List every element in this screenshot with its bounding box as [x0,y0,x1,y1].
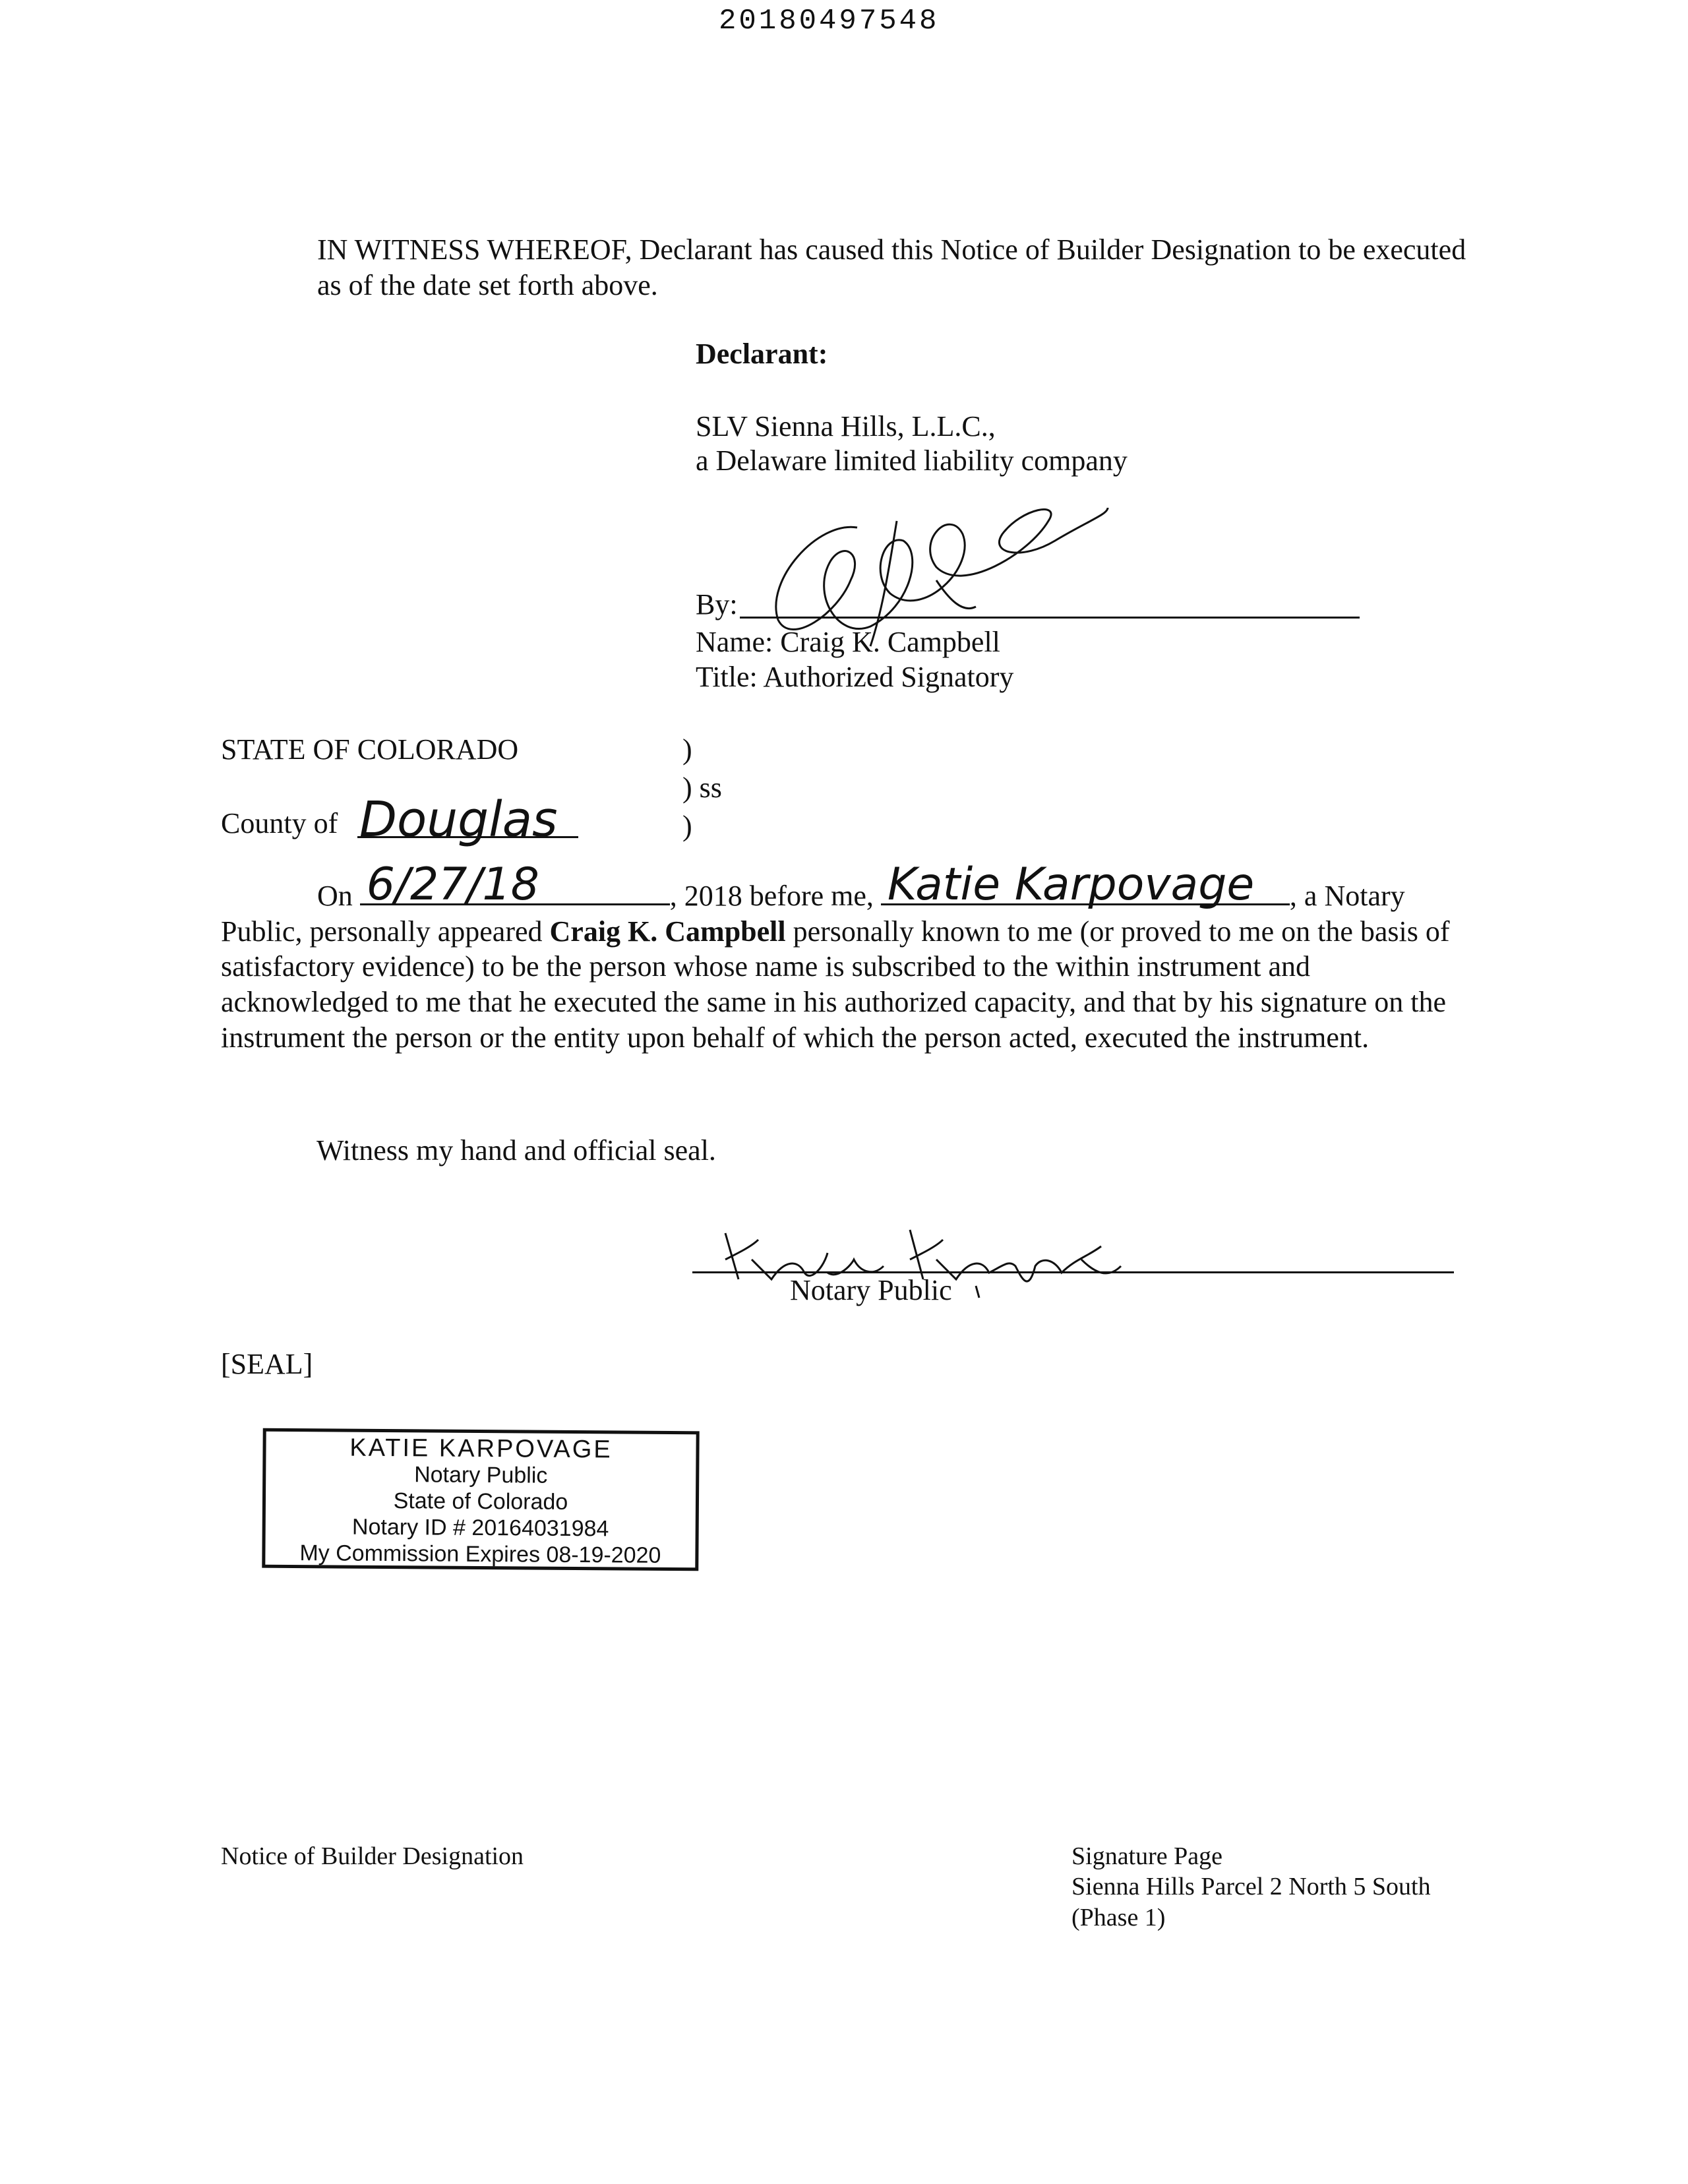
signatory-name: Name: Craig K. Campbell [696,626,1000,658]
acknowledgment-body: personally known to me (or proved to me on the basis of satisfactory evidence) to be the person whose name is subscribed to the within instrument and acknowledged to me that he executed the same in his authorized capacity, and that by his signature on the instrument the person or the entity upon behalf of which the person acted, executed the instrument. [221,915,1450,1054]
stamp-title: Notary Public [414,1462,548,1488]
stamp-notary-id: Notary ID # 20164031984 [351,1514,609,1542]
footer-page-info [1071,1841,1431,1933]
year-text: , 2018 before me, [669,880,874,912]
document-number: 20180497548 [719,5,940,38]
venue-bracket: ) [682,810,692,842]
date-handwritten: 6/27/18 [366,859,539,911]
signatory-title: Title: Authorized Signatory [696,661,1014,693]
venue-bracket: ) [682,733,692,766]
footer-parcel: Sienna Hills Parcel 2 North 5 South [1071,1873,1431,1901]
stamp-state: State of Colorado [393,1488,568,1515]
notary-stamp [262,1428,699,1571]
seal-label: [SEAL] [221,1348,313,1380]
signature-line [740,617,1360,619]
by-label: By: [696,588,738,621]
notary-public-label: Notary Public [790,1274,952,1306]
notary-name-fill-line [881,859,1290,911]
date-fill-line [360,859,670,911]
stamp-notary-name: KATIE KARPOVAGE [349,1434,613,1464]
on-label: On [317,880,353,912]
notary-name-handwritten: Katie Karpovage [887,859,1255,911]
declarant-heading: Declarant: [696,338,828,370]
company-description: a Delaware limited liability company [696,444,1128,477]
appeared-text: Notary Public, personally appeared [221,880,1405,948]
after-name-text: , a [1289,880,1317,912]
witness-seal-text: Witness my hand and official seal. [316,1134,716,1167]
state-label: STATE OF COLORADO [221,733,519,766]
county-label: County of [221,807,338,839]
footer-phase: (Phase 1) [1071,1903,1166,1931]
person-name: Craig K. Campbell [549,915,786,948]
footer-signature-page: Signature Page [1071,1842,1223,1870]
stamp-commission-expiry: My Commission Expires 08-19-2020 [299,1540,661,1568]
witness-paragraph [221,232,1474,303]
acknowledgment-paragraph [221,859,1474,1055]
company-name: SLV Sienna Hills, L.L.C., [696,410,996,442]
footer-document-title: Notice of Builder Designation [221,1842,524,1870]
county-handwritten: Douglas [359,791,558,848]
witness-text: IN WITNESS WHEREOF, Declarant has caused this Notice of Builder Designation to be executed as of the date set forth above. [317,233,1466,301]
venue-ss: ) ss [682,772,722,804]
